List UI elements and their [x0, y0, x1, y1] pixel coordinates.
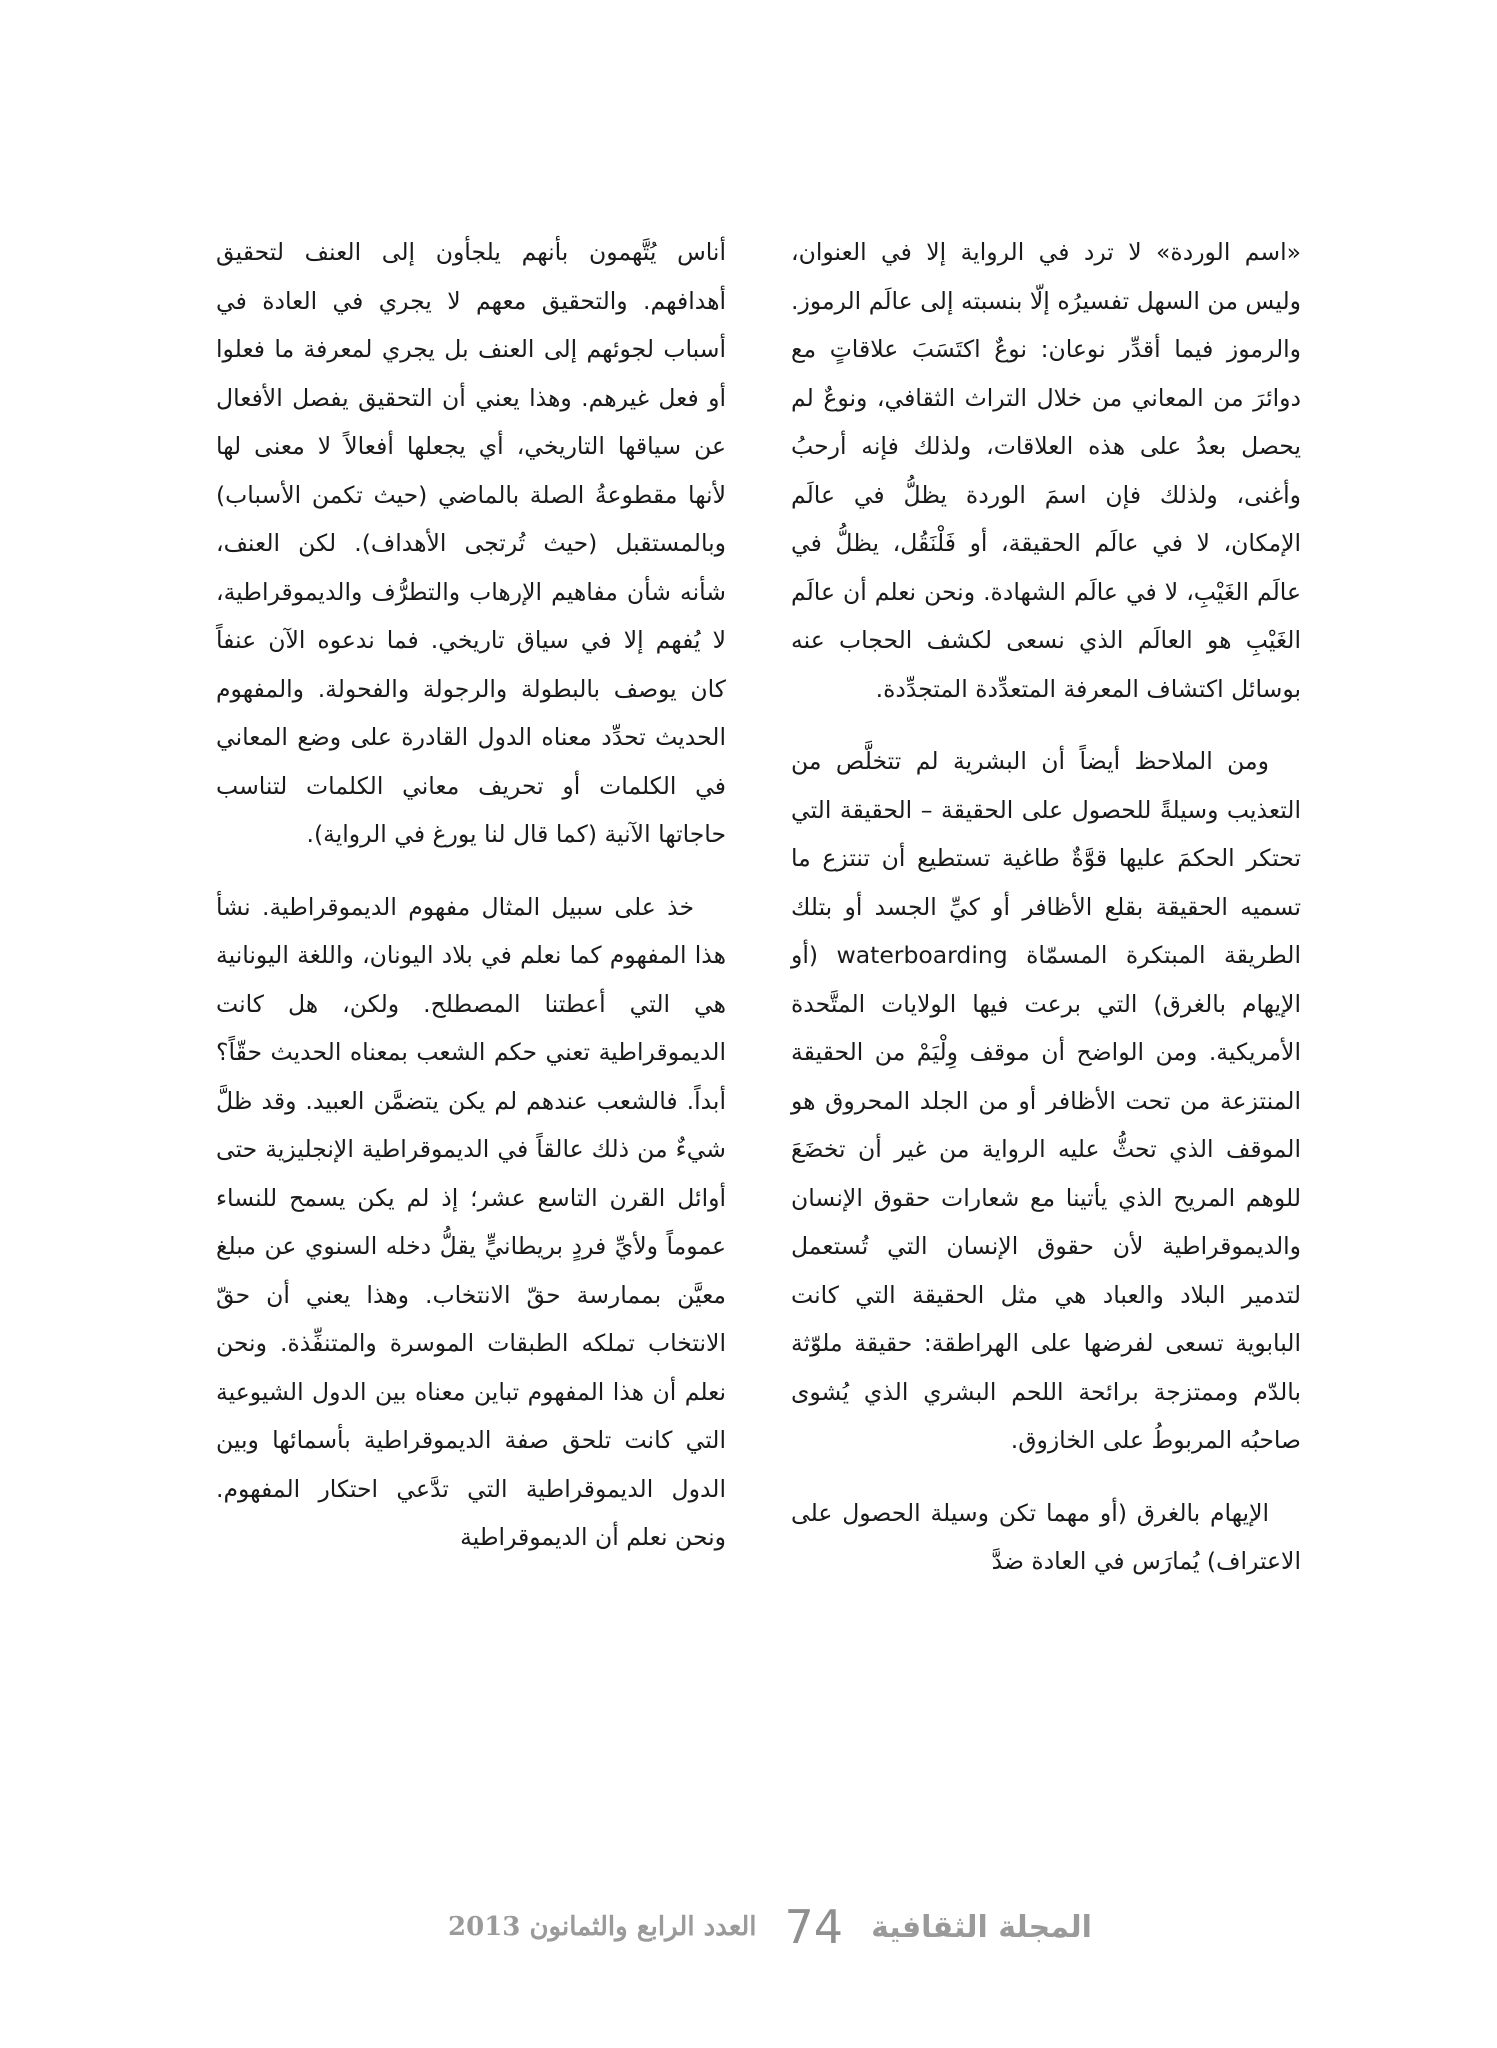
paragraph: ومن الملاحظ أيضاً أن البشرية لم تتخلَّص من التعذيب وسيلةً للحصول على الحقيقة – الحقيقة التي تحتكر الحكمَ عليها قوَّةٌ طاغية تستطيع أن تنتزع ما تسميه الحقيقة بقلع الأظافر أو كيِّ الجسد أو بتلك الطريقة المبتكرة المسمّاة waterboarding (أو الإيهام بالغرق) التي برعت فيها الولايات المتَّحدة الأمريكية. ومن الواضح أن موقف وِلْيَمْ من الحقيقة المنتزعة من تحت الأظافر أو من الجلد المحروق هو الموقف الذي تحثُّ عليه الرواية من غير أن تخضَعَ للوهم المريح الذي يأتينا مع شعارات حقوق الإنسان والديموقراطية لأن حقوق الإنسان التي تُستعمل لتدمير البلاد والعباد هي مثل الحقيقة التي كانت البابوية تسعى لفرضها على الهراطقة: حقيقة ملوّثة بالدّم وممتزجة برائحة اللحم البشري الذي يُشوى صاحبُه المربوطُ على الخازوق. — [791, 747, 1301, 1454]
paragraph: «اسم الوردة» لا ترد في الرواية إلا في العنوان، وليس من السهل تفسيرُه إلّا بنسبته إلى عالَم الرموز. والرموز فيما أقدِّر نوعان: نوعٌ اكتَسَبَ علاقاتٍ مع دوائرَ من المعاني من خلال التراث الثقافي، ونوعٌ لم يحصل بعدُ على هذه العلاقات، ولذلك فإنه أرحبُ وأغنى، ولذلك فإن اسمَ الوردة يظلُّ في عالَم الإمكان، لا في عالَم الحقيقة، أو فَلْنَقُل، يظلُّ في عالَم الغَيْبِ، لا في عالَم الشهادة. ونحن نعلم أن عالَم الغَيْبِ هو العالَم الذي نسعى لكشف الحجاب عنه بوسائل اكتشاف المعرفة المتعدِّدة المتجدِّدة. — [791, 238, 1301, 703]
issue-label: العدد الرابع والثمانون 2013 — [448, 1912, 757, 1942]
right-text-column — [791, 228, 1301, 1610]
paragraph: أناس يُتَّهمون بأنهم يلجأون إلى العنف لتحقيق أهدافهم. والتحقيق معهم لا يجري في العادة في أسباب لجوئهم إلى العنف بل يجري لمعرفة ما فعلوا أو فعل غيرهم. وهذا يعني أن التحقيق يفصل الأفعال عن سياقها التاريخي، أي يجعلها أفعالاً لا معنى لها لأنها مقطوعةُ الصلة بالماضي (حيث تكمن الأسباب) وبالمستقبل (حيث تُرتجى الأهداف). لكن العنف، شأنه شأن مفاهيم الإرهاب والتطرُّف والديموقراطية، لا يُفهم إلا في سياق تاريخي. فما ندعوه الآن عنفاً كان يوصف بالبطولة والرجولة والفحولة. والمفهوم الحديث تحدِّد معناه الدول القادرة على وضع المعاني في الكلمات أو تحريف معاني الكلمات لتناسب حاجاتها الآنية (كما قال لنا يورغ في الرواية). — [216, 238, 726, 848]
left-text-column — [216, 228, 726, 1586]
page-number: 74 — [784, 1900, 844, 1954]
magazine-name: المجلة الثقافية — [871, 1909, 1092, 1945]
paragraph: الإيهام بالغرق (أو مهما تكن وسيلة الحصول على الاعتراف) يُمارَس في العادة ضدَّ — [791, 1498, 1301, 1575]
page-footer — [440, 1902, 1100, 1952]
paragraph: خذ على سبيل المثال مفهوم الديموقراطية. نشأ هذا المفهوم كما نعلم في بلاد اليونان، واللغة اليونانية هي التي أعطتنا المصطلح. ولكن، هل كانت الديموقراطية تعني حكم الشعب بمعناه الحديث حقّاً؟ أبداً. فالشعب عندهم لم يكن يتضمَّن العبيد. وقد ظلَّ شيءٌ من ذلك عالقاً في الديموقراطية الإنجليزية حتى أوائل القرن التاسع عشر؛ إذ لم يكن يسمح للنساء عموماً ولأيِّ فردٍ بريطانيٍّ يقلُّ دخله السنوي عن مبلغ معيَّن بممارسة حقّ الانتخاب. وهذا يعني أن حقّ الانتخاب تملكه الطبقات الموسرة والمتنفِّذة. ونحن نعلم أن هذا المفهوم تباين معناه بين الدول الشيوعية التي كانت تلحق صفة الديموقراطية بأسمائها وبين الدول الديموقراطية التي تدَّعي احتكار المفهوم. ونحن نعلم أن الديموقراطية — [216, 892, 726, 1551]
